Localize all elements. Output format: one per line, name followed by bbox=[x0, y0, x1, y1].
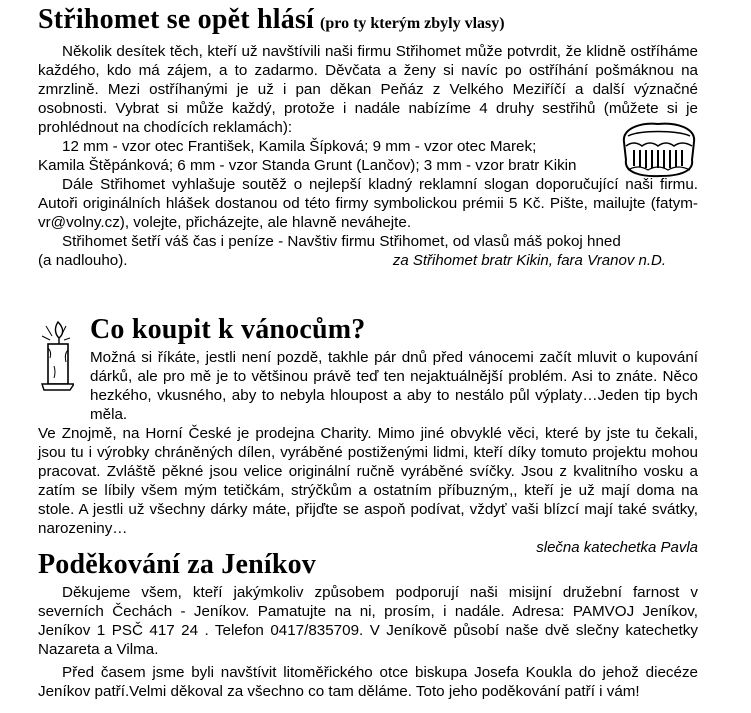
signature: za Střihomet bratr Kikin, fara Vranov n.D. bbox=[392, 252, 666, 269]
paragraph-tail: (a nadlouho). bbox=[38, 252, 128, 269]
paragraph: Několik desítek těch, kteří už navštívili naši firmu Střihomet může potvrdit, že klidně ostříháme každého, kdo má zájem, a to zadarmo. Děvčata a ženy si navíc po ostříhání pošmáknou na zmrzlině. Mezi ostříhanými je už i pan děkan Peňáz z Velkého Meziříčí a další význačné osobnosti. Vybrat si může každý, protože i nadále nabízíme 4 druhy sestřihů (můžete si je prohlédnout na chodících reklamách): bbox=[38, 43, 698, 136]
title-text: Střihomet se opět hlásí bbox=[38, 4, 315, 35]
list-item: Kamila Štěpánková; 6 mm - vzor Standa Grunt (Lančov); 3 mm - vzor bratr Kikin bbox=[38, 157, 577, 174]
article-title bbox=[38, 4, 698, 40]
closing-line bbox=[38, 251, 698, 270]
paragraph: Před časem jsme byli navštívit litoměřického otce biskupa Josefa Koukla do jehož diecéze Jeníkov patří.Velmi děkoval za všechno co tam děláme. Toto jeho poděkování patří i vám! bbox=[38, 664, 698, 700]
comb-illustration bbox=[618, 120, 700, 180]
haircut-list bbox=[38, 137, 618, 175]
article-strihomet bbox=[38, 4, 698, 270]
paragraph: Střihomet šetří váš čas i peníze - Navštiv firmu Střihomet, od vlasů máš pokoj hned bbox=[62, 233, 621, 250]
article-jenikov bbox=[38, 549, 698, 705]
signature: slečna katechetka Pavla bbox=[536, 539, 698, 556]
paragraph: Děkujeme všem, kteří jakýmkoliv způsobem podporují naši misijní družební farnost v severních Čechách - Jeníkov. Pamatujte na ni, prosím, i nadále. Adresa: PAMVOJ Jeníkov, Jeníkov 1 PSČ 417 24 . Telefon 0417/835709. V Jeníkově působí naše dvě slečny katechetky Nazareta a Vilma. bbox=[38, 584, 698, 658]
candle-illustration bbox=[28, 318, 74, 392]
article-title: Co koupit k vánocům? bbox=[90, 314, 366, 345]
article-gifts bbox=[38, 314, 698, 557]
paragraph-rest: Ve Znojmě, na Horní České je prodejna Charity. Mimo jiné obvyklé věci, které by jste tu čekali, jsou tu i výrobky chráněných dílen, vyráběné postiženými lidmi, kteří díky tomuto projektu mohou pracovat. Zvláště pěkné jsou velice originální ručně vyráběné svíčky. Jsou z kvalitního vosku a zatím se líbily všem mým tetičkám, strýčkům a ostatním příbuzným,, kteří je už mají doma na stole. A jestli už všechny dárky máte, přijďte se aspoň podívat, vždyť vaši blízcí mají také svátky, narozeniny… bbox=[38, 425, 698, 537]
paragraph-lead: Možná si říkáte, jestli není pozdě, takhle pár dnů před vánocemi začít mluvit o kupování dárků, ale pro mě je to většinou právě teď ten nejaktuálnější problém. Asi to znáte. Něco hezkého, vkusného, aby to nebyla hloupost a aby to nestálo půl výplaty…Jeden tip bych měla. bbox=[90, 349, 698, 423]
paragraph: Dále Střihomet vyhlašuje soutěž o nejlepší kladný reklamní slogan doporučující naši firmu. Autoři originálních hlášek dostanou od této firmy symbolickou prémii 5 Kč. Pište, mailujte (fatym-vr@volny.cz), volejte, přicházejte, ale hlavně neváhejte. bbox=[38, 176, 698, 231]
list-item: 12 mm - vzor otec František, Kamila Šípková; 9 mm - vzor otec Marek; bbox=[62, 138, 537, 155]
article-title: Poděkování za Jeníkov bbox=[38, 549, 317, 580]
paragraph bbox=[38, 348, 698, 538]
article-subtitle: (pro ty kterým zbyly vlasy) bbox=[320, 15, 505, 32]
